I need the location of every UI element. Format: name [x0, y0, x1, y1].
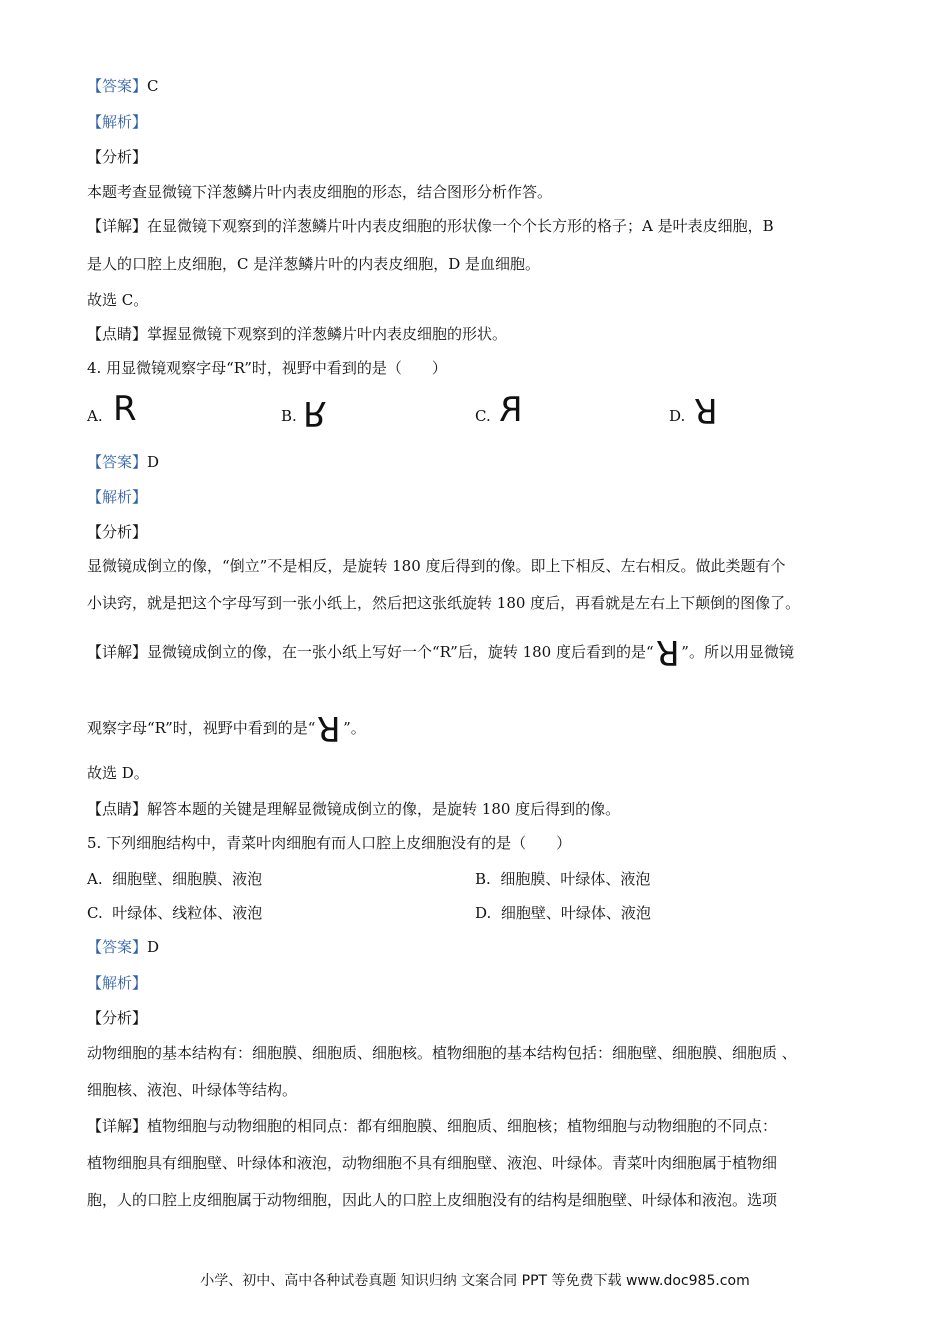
q4-dianjing: [87, 799, 620, 819]
q3-xiangjie-2: 是人的口腔上皮细胞，C 是洋葱鳞片叶的内表皮细胞，D 是血细胞。: [87, 255, 541, 273]
xiangjie-text: 在显微镜下观察到的洋葱鳞片叶内表皮细胞的形状像一个个长方形的格子；A 是叶表皮细胞，B: [147, 217, 774, 235]
xiangjie-tag: 【详解】: [87, 217, 148, 235]
q4-fenxi-1: 显微镜成倒立的像，“倒立”不是相反，是旋转 180 度后得到的像。即上下相反、左右相反。做此类题有个: [87, 557, 786, 575]
q5-fenxi-1: 动物细胞的基本结构有：细胞膜、细胞质、细胞核。植物细胞的基本结构包括：细胞壁、细胞膜、细胞质 、: [87, 1044, 797, 1062]
xiangjie-tag: 【详解】: [87, 1117, 148, 1135]
q3-analysis-tag: 【解析】: [87, 113, 148, 131]
page-footer: 小学、初中、高中各种试卷真题 知识归纳 文案合同 PPT 等免费下载 www.doc985.com: [200, 1273, 750, 1289]
q4-option-b-glyph: [303, 393, 327, 433]
q4-option-d-glyph: [694, 390, 718, 430]
q5-xiangjie-1: [87, 1116, 777, 1136]
q5-fenxi-2: 细胞核、液泡、叶绿体等结构。: [87, 1081, 298, 1099]
glyph-flipped-vertical: R: [303, 393, 327, 433]
q5-option-c: [87, 903, 262, 923]
q5-xiangjie-2: 植物细胞具有细胞壁、叶绿体和液泡，动物细胞不具有细胞壁、液泡、叶绿体。青菜叶肉细胞属于植物细: [87, 1154, 778, 1172]
q4-question: 4. 用显微镜观察字母“R”时，视野中看到的是（ ）: [87, 359, 447, 377]
answer-value: D: [147, 938, 160, 956]
q4-option-d-label: D.: [669, 407, 686, 425]
q5-option-b: [475, 869, 650, 889]
answer-tag: 【答案】: [87, 938, 148, 956]
q5-question: 5. 下列细胞结构中，青菜叶肉细胞有而人口腔上皮细胞没有的是（ ）: [87, 834, 572, 852]
answer-value: D: [147, 453, 160, 471]
dianjing-text: 掌握显微镜下观察到的洋葱鳞片叶内表皮细胞的形状。: [147, 325, 508, 343]
option-text: 细胞壁、叶绿体、液泡: [500, 904, 651, 922]
q4-xiangjie-2: [87, 708, 366, 748]
glyph-flipped-horizontal: R: [499, 390, 523, 430]
q4-option-c-glyph: [499, 390, 523, 430]
q5-fenxi-tag: 【分析】: [87, 1009, 148, 1027]
answer-tag: 【答案】: [87, 77, 148, 95]
q3-fenxi-text: 本题考查显微镜下洋葱鳞片叶内表皮细胞的形态，结合图形分析作答。: [87, 183, 553, 201]
glyph-rotated-180: R: [694, 390, 718, 430]
option-text: 细胞壁、细胞膜、液泡: [112, 870, 263, 888]
q3-dianjing: [87, 324, 507, 344]
option-label: C.: [87, 904, 103, 922]
q4-option-a-glyph: [113, 389, 137, 429]
dianjing-tag: 【点睛】: [87, 325, 148, 343]
answer-tag: 【答案】: [87, 453, 148, 471]
q4-analysis-tag: 【解析】: [87, 488, 148, 506]
q4-option-c-label: C.: [475, 407, 491, 425]
option-text: 叶绿体、线粒体、液泡: [112, 904, 263, 922]
q5-xiangjie-3: 胞，人的口腔上皮细胞属于动物细胞，因此人的口腔上皮细胞没有的结构是细胞壁、叶绿体和液泡。选项: [87, 1191, 778, 1209]
option-label: B.: [475, 870, 491, 888]
xiangjie-tag: 【详解】: [87, 643, 148, 661]
dianjing-text: 解答本题的关键是理解显微镜成倒立的像，是旋转 180 度后得到的像。: [147, 800, 621, 818]
option-label: D.: [475, 904, 492, 922]
q4-answer: [87, 452, 159, 472]
q3-choose: 故选 C。: [87, 291, 149, 309]
q4-fenxi-2: 小诀窍，就是把这个字母写到一张小纸上，然后把这张纸旋转 180 度后，再看就是左右上下颠倒的图像了。: [87, 594, 801, 612]
rotated-r-glyph: R: [317, 708, 342, 748]
xiangjie-text: 观察字母“R”时，视野中看到的是“: [87, 719, 316, 737]
answer-value: C: [147, 77, 159, 95]
xiangjie-text: 显微镜成倒立的像，在一张小纸上写好一个“R”后，旋转 180 度后看到的是“: [147, 643, 654, 661]
q5-option-d: [475, 903, 651, 923]
option-label: A.: [87, 870, 103, 888]
xiangjie-text-end: ”。: [343, 719, 366, 737]
q4-option-a-label: A.: [87, 407, 103, 425]
q5-option-a: [87, 869, 262, 889]
q3-answer: [87, 76, 159, 96]
q4-choose: 故选 D。: [87, 764, 149, 782]
q4-option-b-label: B.: [281, 407, 297, 425]
q5-answer: [87, 937, 159, 957]
q4-fenxi-tag: 【分析】: [87, 523, 148, 541]
q5-analysis-tag: 【解析】: [87, 974, 148, 992]
glyph-upright: R: [113, 389, 137, 429]
dianjing-tag: 【点睛】: [87, 800, 148, 818]
rotated-r-glyph: R: [655, 632, 680, 672]
q3-fenxi-tag: 【分析】: [87, 148, 148, 166]
option-text: 细胞膜、叶绿体、液泡: [500, 870, 651, 888]
xiangjie-text: 植物细胞与动物细胞的相同点：都有细胞膜、细胞质、细胞核；植物细胞与动物细胞的不同点：: [147, 1117, 778, 1135]
xiangjie-text-end: ”。所以用显微镜: [681, 643, 794, 661]
q3-xiangjie-1: [87, 216, 774, 236]
q4-xiangjie-1: [87, 632, 794, 672]
